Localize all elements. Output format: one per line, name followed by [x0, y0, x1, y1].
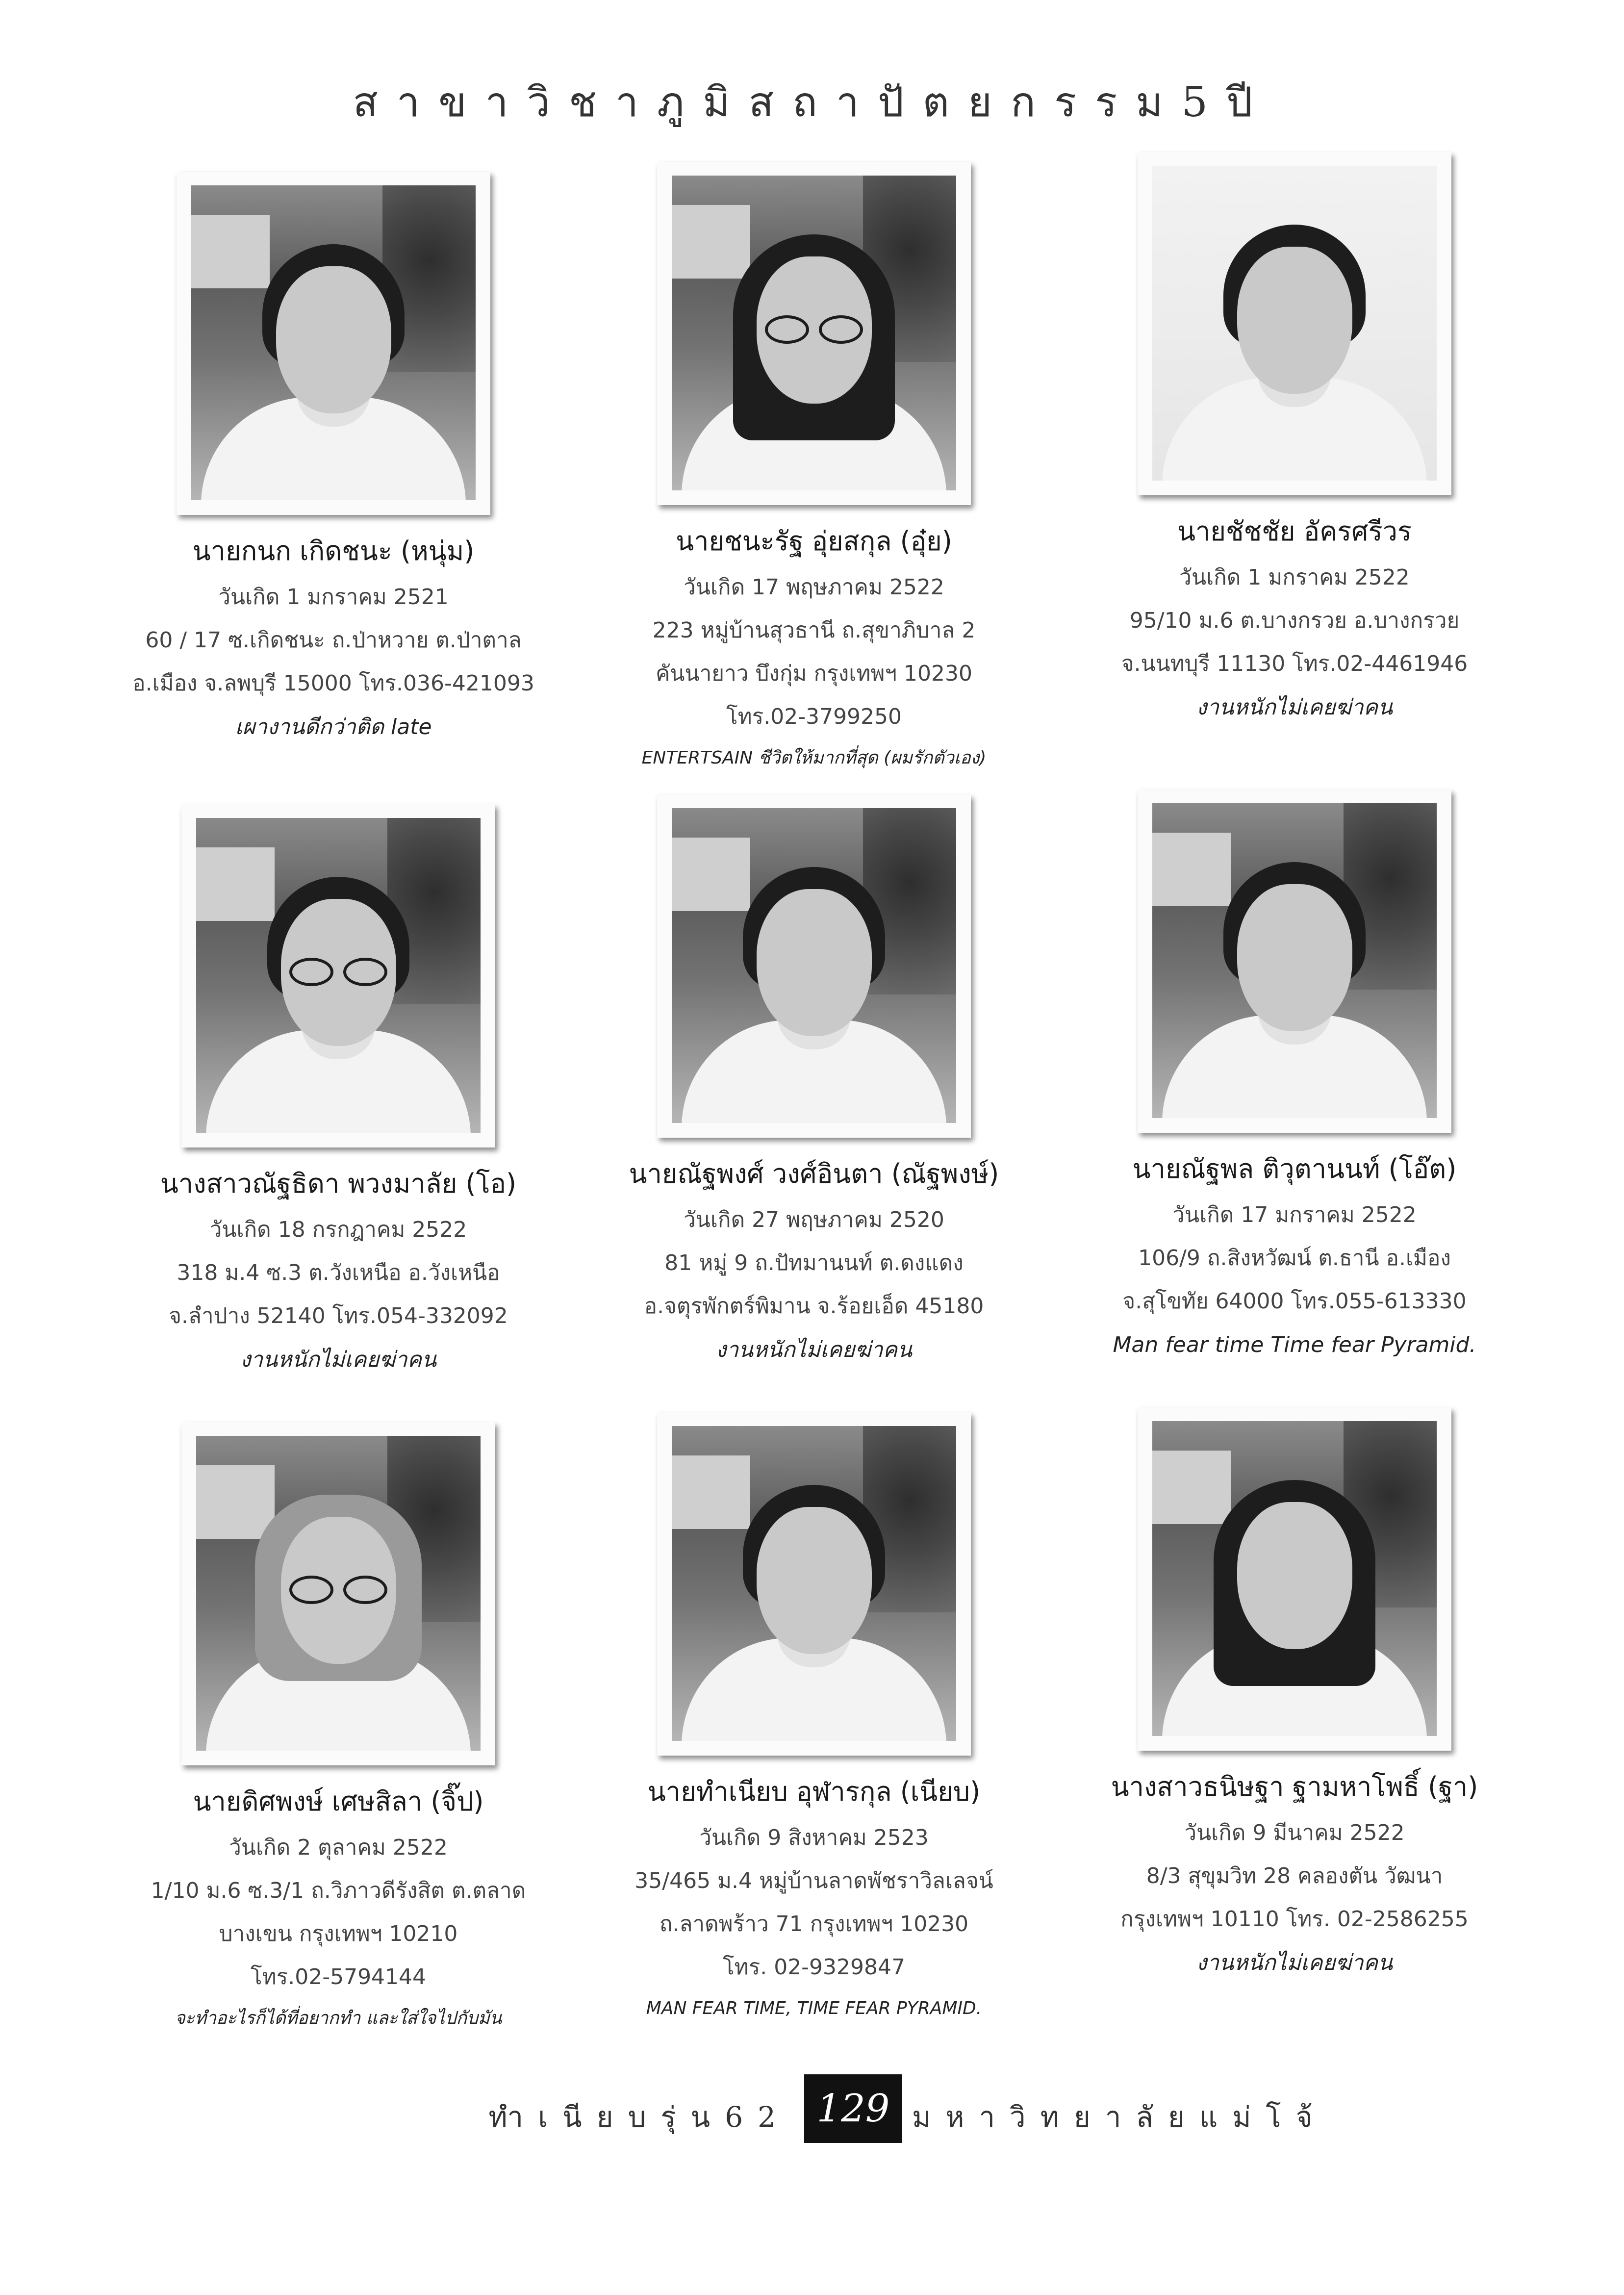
footer-university-label: มหาวิทยาลัยแม่โจ้: [912, 2100, 1327, 2134]
student-card: [93, 1422, 584, 2038]
student-phone: โทร.02-3799250: [726, 704, 902, 729]
student-card: [1049, 1407, 1540, 1985]
student-card: [1049, 790, 1540, 1367]
footer-yearbook-label: ทำเนียบรุ่น62: [488, 2100, 790, 2134]
student-birthday: วันเกิด 1 มกราคม 2522: [1179, 565, 1410, 590]
student-address: 35/465 ม.4 หมู่บ้านลาดพัชราวิลเลจน์: [634, 1868, 993, 1893]
student-birthday: วันเกิด 1 มกราคม 2521: [218, 585, 449, 610]
student-quote: งานหนักไม่เคยฆ่าคน: [1196, 1950, 1393, 1975]
page-title: สาขาวิชาภูมิสถาปัตยกรรม5ปี: [353, 78, 1271, 126]
student-address: 60 / 17 ซ.เกิดชนะ ถ.ป่าหวาย ต.ป่าตาล: [145, 628, 522, 653]
student-card: [569, 1412, 1059, 2028]
student-card: [93, 804, 584, 1382]
student-address: 81 หมู่ 9 ถ.ปัทมานนท์ ต.ดงแดง: [664, 1250, 964, 1275]
page-footer: [0, 2074, 1624, 2143]
student-name: นายกนก เกิดชนะ (หนุ่ม): [192, 536, 475, 566]
student-address: คันนายาว บึงกุ่ม กรุงเทพฯ 10230: [656, 661, 972, 686]
student-birthday: วันเกิด 17 พฤษภาคม 2522: [684, 575, 944, 600]
student-birthday: วันเกิด 9 สิงหาคม 2523: [699, 1825, 929, 1850]
student-photo: [177, 172, 490, 515]
student-quote: จะทำอะไรก็ได้ที่อยากทำ และใส่ใจไปกับมัน: [175, 2008, 502, 2028]
student-name: นายณัฐพล ติวุตานนท์ (โอ๊ต): [1132, 1153, 1457, 1184]
student-address: จ.นนทบุรี 11130 โทร.02-4461946: [1121, 651, 1468, 676]
student-photo: [657, 162, 971, 505]
student-address: 95/10 ม.6 ต.บางกรวย อ.บางกรวย: [1129, 608, 1460, 633]
student-address: 318 ม.4 ซ.3 ต.วังเหนือ อ.วังเหนือ: [177, 1260, 500, 1285]
student-photo: [657, 1412, 971, 1756]
student-quote: งานหนักไม่เคยฆ่าคน: [1196, 695, 1393, 720]
student-birthday: วันเกิด 17 มกราคม 2522: [1172, 1202, 1417, 1227]
student-photo: [181, 804, 495, 1148]
student-name: นายชนะรัฐ อุ่ยสกุล (อุ๋ย): [676, 526, 952, 557]
student-address: 1/10 ม.6 ซ.3/1 ถ.วิภาวดีรังสิต ต.ตลาด: [151, 1878, 526, 1903]
student-card: [88, 172, 579, 749]
student-birthday: วันเกิด 2 ตุลาคม 2522: [229, 1835, 448, 1860]
student-phone: โทร. 02-9329847: [722, 1955, 906, 1980]
student-quote: ENTERTSAIN ชีวิตให้มากที่สุด (ผมรักตัวเอง): [641, 748, 987, 768]
student-photo: [181, 1422, 495, 1765]
student-birthday: วันเกิด 9 มีนาคม 2522: [1184, 1820, 1405, 1845]
student-photo: [1138, 1407, 1451, 1751]
student-card: [569, 794, 1059, 1372]
student-address: จ.สุโขทัย 64000 โทร.055-613330: [1122, 1289, 1467, 1314]
student-address: บางเขน กรุงเทพฯ 10210: [219, 1921, 458, 1946]
student-name: นายดิศพงษ์ เศษสิลา (จิ๊ป): [193, 1786, 484, 1817]
student-address: กรุงเทพฯ 10110 โทร. 02-2586255: [1120, 1907, 1469, 1932]
student-quote: งานหนักไม่เคยฆ่าคน: [715, 1337, 913, 1362]
student-phone: โทร.02-5794144: [250, 1964, 427, 1989]
student-quote: งานหนักไม่เคยฆ่าคน: [240, 1347, 437, 1372]
student-quote: Man fear time Time fear Pyramid.: [1113, 1332, 1476, 1357]
student-name: นายทำเนียบ อุฬารกุล (เนียบ): [647, 1776, 981, 1807]
student-birthday: วันเกิด 18 กรกฎาคม 2522: [209, 1217, 467, 1242]
student-photo: [1138, 152, 1451, 495]
student-photo: [657, 794, 971, 1138]
student-card: [1049, 152, 1540, 730]
student-name: นางสาวณัฐธิดา พวงมาลัย (โอ): [160, 1168, 517, 1199]
student-name: นางสาวธนิษฐา ฐามหาโพธิ์ (ฐา): [1111, 1771, 1478, 1802]
student-address: 223 หมู่บ้านสุวธานี ถ.สุขาภิบาล 2: [652, 618, 976, 643]
student-address: 8/3 สุขุมวิท 28 คลองตัน วัฒนา: [1146, 1863, 1443, 1888]
student-name: นายชัชชัย อัครศรีวร: [1177, 516, 1412, 547]
student-address: 106/9 ถ.สิงหวัฒน์ ต.ธานี อ.เมือง: [1138, 1246, 1451, 1271]
student-address: อ.เมือง จ.ลพบุรี 15000 โทร.036-421093: [132, 671, 534, 696]
student-name: นายณัฐพงศ์ วงศ์อินตา (ณัฐพงษ์): [629, 1158, 999, 1189]
student-quote: MAN FEAR TIME, TIME FEAR PYRAMID.: [646, 1998, 982, 2018]
student-address: อ.จตุรพักตร์พิมาน จ.ร้อยเอ็ด 45180: [644, 1294, 984, 1319]
student-card: [569, 162, 1059, 778]
student-photo: [1138, 790, 1451, 1133]
student-birthday: วันเกิด 27 พฤษภาคม 2520: [684, 1207, 944, 1232]
student-address: จ.ลำปาง 52140 โทร.054-332092: [169, 1303, 508, 1328]
student-quote: เผางานดีกว่าติด late: [235, 714, 432, 740]
page-number: 129: [804, 2074, 902, 2143]
student-address: ถ.ลาดพร้าว 71 กรุงเทพฯ 10230: [659, 1912, 969, 1937]
